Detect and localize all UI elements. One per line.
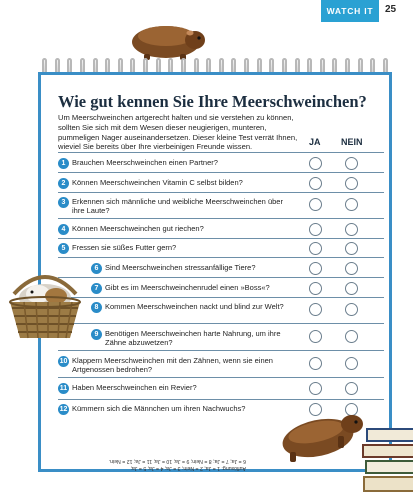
question-number: 10 <box>59 358 68 365</box>
books-icon <box>362 420 413 500</box>
question-text: Erkennen sich männliche und weibliche Meerschweinchen über ihre Laute? <box>72 197 283 216</box>
answer-yes-circle[interactable] <box>309 357 322 370</box>
divider <box>58 377 384 378</box>
question-text: Können Meerschweinchen Vitamin C selbst bilden? <box>72 178 243 187</box>
question-number: 12 <box>59 406 68 413</box>
answer-no-circle[interactable] <box>345 262 358 275</box>
divider <box>58 297 384 298</box>
answer-yes-circle[interactable] <box>309 303 322 316</box>
question-number: 2 <box>58 178 69 189</box>
answer-yes-circle[interactable] <box>309 330 322 343</box>
guinea-pig-bottom-icon <box>268 396 368 468</box>
answer-no-circle[interactable] <box>345 198 358 211</box>
divider <box>58 238 384 239</box>
answer-no-circle[interactable] <box>345 282 358 295</box>
question-item <box>91 263 256 274</box>
question-number: 9 <box>91 329 102 340</box>
question-number: 11 <box>59 385 68 392</box>
column-no: NEIN <box>341 137 363 147</box>
answer-no-circle[interactable] <box>345 357 358 370</box>
quiz-intro: Um Meerschweinchen artgerecht halten und sie verstehen zu können, sollten Sie sich mit dem Wesen dieser neugierigen, munteren, pummeligen Nager auseinandersetzen. Dieser kleine Test verrät Ihnen, wieviel Sie bereits über Ihre vierbeinigen Freunde wissen. <box>58 113 298 152</box>
question-text: Haben Meerschweinchen ein Revier? <box>72 383 197 392</box>
question-item <box>58 158 218 169</box>
divider <box>58 218 384 219</box>
answer-key-line: 6 = Ja; 7 = Ja; 8 = Nein; 9 = Ja; 10 = Ja; 11 = Ja; 12 = Nein. <box>108 458 246 464</box>
answer-yes-circle[interactable] <box>309 262 322 275</box>
section-label: WATCH IT <box>326 6 374 16</box>
question-item <box>58 356 288 375</box>
question-number: 7 <box>91 283 102 294</box>
answer-yes-circle[interactable] <box>309 242 322 255</box>
divider <box>58 152 384 153</box>
question-text: Brauchen Meerschweinchen einen Partner? <box>72 158 218 167</box>
question-text: Kümmern sich die Männchen um ihren Nachwuchs? <box>72 404 246 413</box>
question-number: 6 <box>91 263 102 274</box>
guinea-pig-top-icon <box>122 8 206 64</box>
question-item <box>91 302 291 313</box>
divider <box>58 257 384 258</box>
question-item <box>91 283 270 294</box>
answer-no-circle[interactable] <box>345 242 358 255</box>
answer-no-circle[interactable] <box>345 157 358 170</box>
question-number: 8 <box>91 302 102 313</box>
question-text: Benötigen Meerschweinchen harte Nahrung, um ihre Zähne abzuwetzen? <box>105 329 281 348</box>
question-text: Klappern Meerschweinchen mit den Zähnen, wenn sie einen Artgenossen bedrohen? <box>72 356 273 375</box>
answer-no-circle[interactable] <box>345 330 358 343</box>
answer-key-line: Auflösung: 1 = Ja; 2 = Nein; 3 = Ja; 4 = Ja; 5 = Ja; <box>130 465 246 471</box>
divider <box>58 350 384 351</box>
question-text: Fressen sie süßes Futter gern? <box>72 243 177 252</box>
answer-yes-circle[interactable] <box>309 282 322 295</box>
question-item <box>58 178 243 189</box>
answer-yes-circle[interactable] <box>309 198 322 211</box>
answer-yes-circle[interactable] <box>309 223 322 236</box>
answer-no-circle[interactable] <box>345 382 358 395</box>
question-item <box>58 383 197 394</box>
question-item <box>91 329 301 348</box>
divider <box>58 277 384 278</box>
quiz-title: Wie gut kennen Sie Ihre Meerschweinchen? <box>58 92 367 111</box>
question-number: 5 <box>58 243 69 254</box>
answer-no-circle[interactable] <box>345 177 358 190</box>
answer-yes-circle[interactable] <box>309 177 322 190</box>
question-item <box>58 197 288 216</box>
answer-no-circle[interactable] <box>345 223 358 236</box>
question-item <box>58 404 245 415</box>
answer-no-circle[interactable] <box>345 303 358 316</box>
divider <box>58 323 384 324</box>
question-number: 1 <box>58 158 69 169</box>
column-yes: JA <box>309 137 321 147</box>
question-number: 4 <box>58 224 69 235</box>
question-item <box>58 243 176 254</box>
question-text: Können Meerschweinchen gut riechen? <box>72 224 204 233</box>
page-number: 25 <box>385 4 397 15</box>
question-text: Sind Meerschweinchen stressanfällige Tiere? <box>105 263 256 272</box>
answer-key <box>60 457 246 471</box>
question-number: 3 <box>58 197 69 208</box>
divider <box>58 172 384 173</box>
answer-yes-circle[interactable] <box>309 382 322 395</box>
section-tab <box>321 0 379 22</box>
divider <box>58 192 384 193</box>
answer-yes-circle[interactable] <box>309 157 322 170</box>
question-item <box>58 224 204 235</box>
basket-guinea-pig-icon <box>2 268 88 344</box>
question-text: Gibt es im Meerschweinchenrudel einen »Boss«? <box>105 283 270 292</box>
question-text: Kommen Meerschweinchen nackt und blind zur Welt? <box>105 302 284 311</box>
